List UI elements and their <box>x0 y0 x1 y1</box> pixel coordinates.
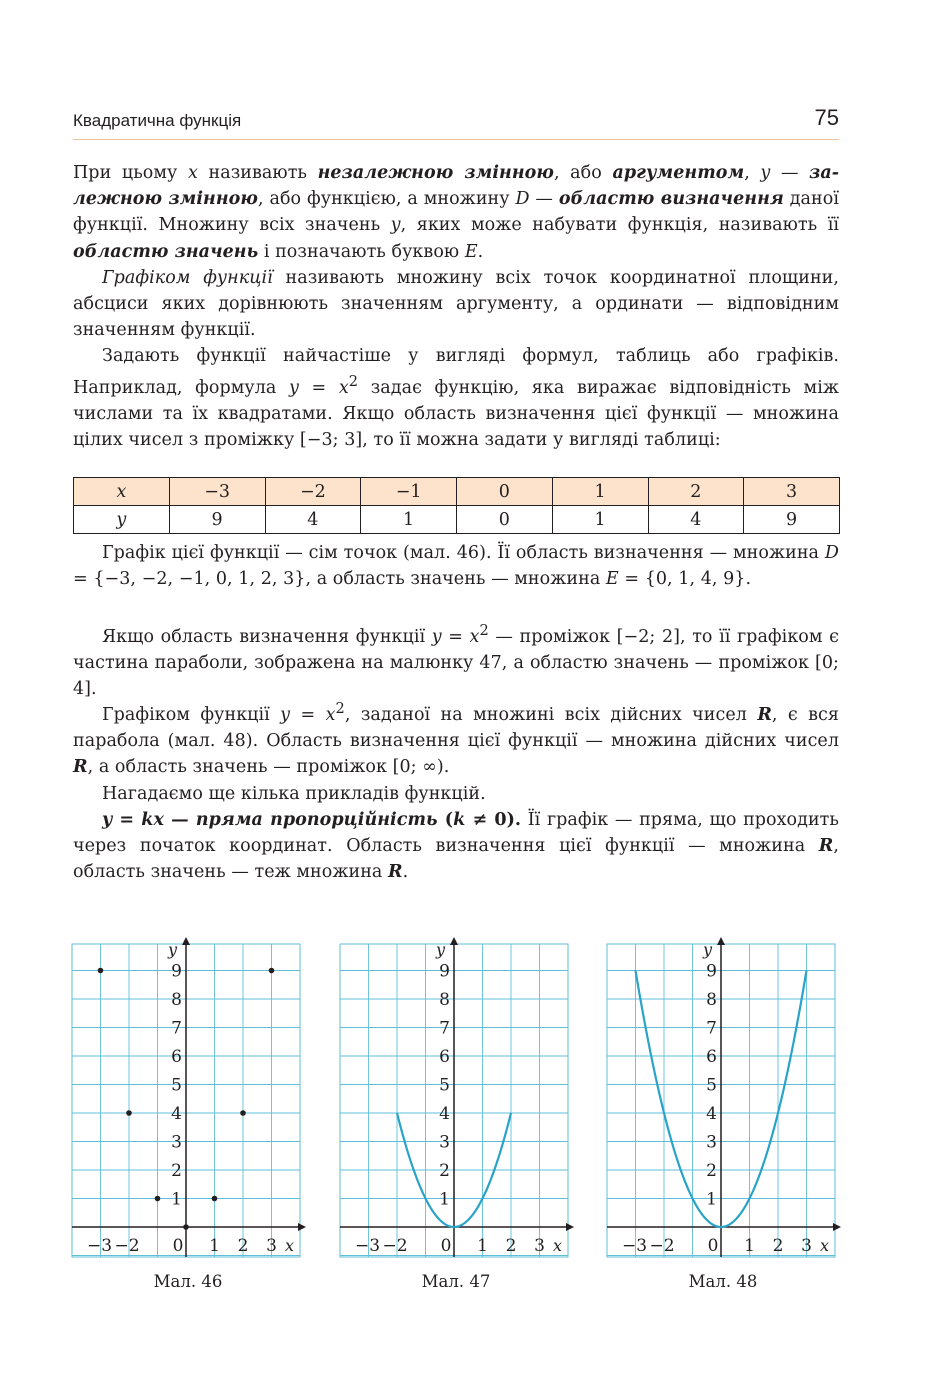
y-tick-label: 4 <box>439 1104 450 1124</box>
paragraph-2: Графіком функції називають множину всіх точок координатної площини, абсциси яких дорівнюють значенням аргументу, а ординати — відповідним значенням функції. <box>73 268 840 341</box>
paragraph-3: Задають функції найчастіше у вигляді формул, таблиць або графіків. Наприклад, формула $y = x^2$ задає функцію, яка виражає відповідність між числами та їх квадратами. Якщо область визначення цієї функції — множина цілих чисел з проміжку [−3; 3], то її можна задати у вигляді таблиці: <box>73 346 839 451</box>
table-cell: 1 <box>552 506 648 534</box>
y-tick-label: 8 <box>439 990 450 1010</box>
x-tick-label: 0 <box>707 1236 719 1256</box>
y-tick-label: 4 <box>171 1104 182 1124</box>
y-tick-label: 1 <box>171 1189 182 1210</box>
y-tick-label: 1 <box>439 1189 450 1210</box>
table-cell: 1 <box>361 506 457 534</box>
figure-46 <box>72 935 304 1291</box>
data-point <box>98 968 104 974</box>
y-tick-label: 2 <box>171 1161 182 1181</box>
data-point <box>269 968 275 974</box>
x-tick-label: 2 <box>505 1236 517 1256</box>
paragraph-5: Якщо область визначення функції $y = x^2$ — проміжок [−2; 2], то її графіком є частина параболи, зображена на малюнку 47, а областю значень — проміжок [0; 4]. <box>73 622 839 700</box>
x-tick-label: 0 <box>172 1236 184 1256</box>
y-axis-arrow <box>717 937 725 945</box>
y-tick-label: 6 <box>171 1047 182 1067</box>
y-tick-label: 2 <box>439 1161 450 1181</box>
figure-48-caption: Мал. 48 <box>688 1272 758 1291</box>
y-tick-label: 3 <box>439 1132 450 1153</box>
table-cell: 0 <box>457 478 553 506</box>
y-tick-label: 3 <box>171 1132 182 1153</box>
table-cell: 9 <box>169 506 265 534</box>
y-axis-arrow <box>450 937 458 945</box>
y-tick-label: 7 <box>439 1018 450 1039</box>
paragraph-1: При цьому x називають незалежною змінною, або аргументом, y — залежною змінною, або функцією, а множину D — областю визначення даної функції. Множину всіх значень y, яких може набувати функція, називають її областю значень і позначають буквою E. <box>73 163 840 262</box>
y-tick-label: 3 <box>706 1132 717 1153</box>
y-tick-label: 9 <box>706 961 717 982</box>
page-number: 75 <box>814 105 839 130</box>
paragraph-8: y = kx — пряма пропорційність (k ≠ 0). Її графік — пряма, що проходить через початок координат. Область визначення цієї функції — множина R, область значень — теж множина R. <box>73 810 839 883</box>
values-table <box>73 477 840 534</box>
data-point <box>240 1110 246 1116</box>
table-row-y <box>74 506 840 534</box>
y-axis-label: y <box>168 940 178 959</box>
y-tick-label: 7 <box>171 1018 182 1039</box>
x-axis-arrow <box>298 1223 306 1231</box>
table-header-x: x <box>74 478 170 506</box>
table-header-y: y <box>74 506 170 534</box>
y-tick-label: 9 <box>439 961 450 982</box>
figure-46-graph <box>72 935 304 1265</box>
data-point <box>155 1196 161 1202</box>
y-tick-label: 6 <box>706 1047 717 1067</box>
y-tick-label: 9 <box>171 961 182 982</box>
x-tick-label: 3 <box>534 1236 545 1256</box>
x-tick-label: 1 <box>477 1236 488 1256</box>
page-header <box>73 103 839 140</box>
table-cell: 4 <box>648 506 744 534</box>
table-cell: 1 <box>552 478 648 506</box>
table-cell: 2 <box>648 478 744 506</box>
figure-47 <box>340 935 572 1291</box>
table-cell: 9 <box>744 506 840 534</box>
x-tick-label: 2 <box>772 1236 784 1256</box>
x-axis-arrow <box>566 1223 574 1231</box>
y-tick-label: 5 <box>171 1075 182 1096</box>
figure-46-caption: Мал. 46 <box>153 1272 223 1291</box>
figure-48-graph <box>607 935 839 1265</box>
y-tick-label: 8 <box>171 990 182 1010</box>
y-tick-label: 8 <box>706 990 717 1010</box>
y-axis-arrow <box>182 937 190 945</box>
y-tick-label: 5 <box>439 1075 450 1096</box>
x-axis-label: x <box>553 1236 563 1255</box>
x-axis-label: x <box>285 1236 295 1255</box>
table-cell: 0 <box>457 506 553 534</box>
table-cell: −3 <box>169 478 265 506</box>
y-axis-label: y <box>436 940 446 959</box>
table-cell: 4 <box>265 506 361 534</box>
y-tick-label: 5 <box>706 1075 717 1096</box>
data-point <box>126 1110 132 1116</box>
x-tick-label: 1 <box>744 1236 755 1256</box>
y-axis-label: y <box>703 940 713 959</box>
x-axis-arrow <box>833 1223 841 1231</box>
x-tick-label: −2 <box>114 1236 140 1256</box>
x-tick-label: 2 <box>237 1236 249 1256</box>
paragraph-6: Графіком функції $y = x^2$, заданої на множині всіх дійсних чисел R, є вся парабола (мал. 48). Область визначення цієї функції — множина дійсних чисел R, а область значень — проміжок [0; ∞). <box>73 700 839 778</box>
x-tick-label: 1 <box>209 1236 220 1256</box>
table-cell: −1 <box>361 478 457 506</box>
x-tick-label: 0 <box>440 1236 452 1256</box>
figure-47-graph <box>340 935 572 1265</box>
x-tick-label: 3 <box>266 1236 277 1256</box>
y-tick-label: 2 <box>706 1161 717 1181</box>
data-point <box>212 1196 218 1202</box>
y-tick-label: 4 <box>706 1104 717 1124</box>
header-title: Квадратична функція <box>73 111 242 130</box>
paragraph-4: Графік цієї функції — сім точок (мал. 46). Її область визначення — множина D = {−3, −2, −1, 0, 1, 2, 3}, а область значень — множина E = {0, 1, 4, 9}. <box>73 543 839 590</box>
y-tick-label: 1 <box>706 1189 717 1210</box>
x-tick-label: −3 <box>86 1236 113 1256</box>
data-point <box>183 1224 189 1230</box>
table-row-x <box>74 478 840 506</box>
x-tick-label: −2 <box>649 1236 675 1256</box>
x-tick-label: 3 <box>801 1236 812 1256</box>
table-cell: −2 <box>265 478 361 506</box>
x-tick-label: −3 <box>621 1236 648 1256</box>
x-axis-label: x <box>820 1236 830 1255</box>
figure-47-caption: Мал. 47 <box>421 1272 491 1291</box>
y-tick-label: 7 <box>706 1018 717 1039</box>
table-cell: 3 <box>744 478 840 506</box>
x-tick-label: −2 <box>382 1236 408 1256</box>
y-tick-label: 6 <box>439 1047 450 1067</box>
paragraph-7: Нагадаємо ще кілька прикладів функцій. <box>102 784 486 804</box>
figure-48 <box>607 935 839 1291</box>
x-tick-label: −3 <box>354 1236 381 1256</box>
